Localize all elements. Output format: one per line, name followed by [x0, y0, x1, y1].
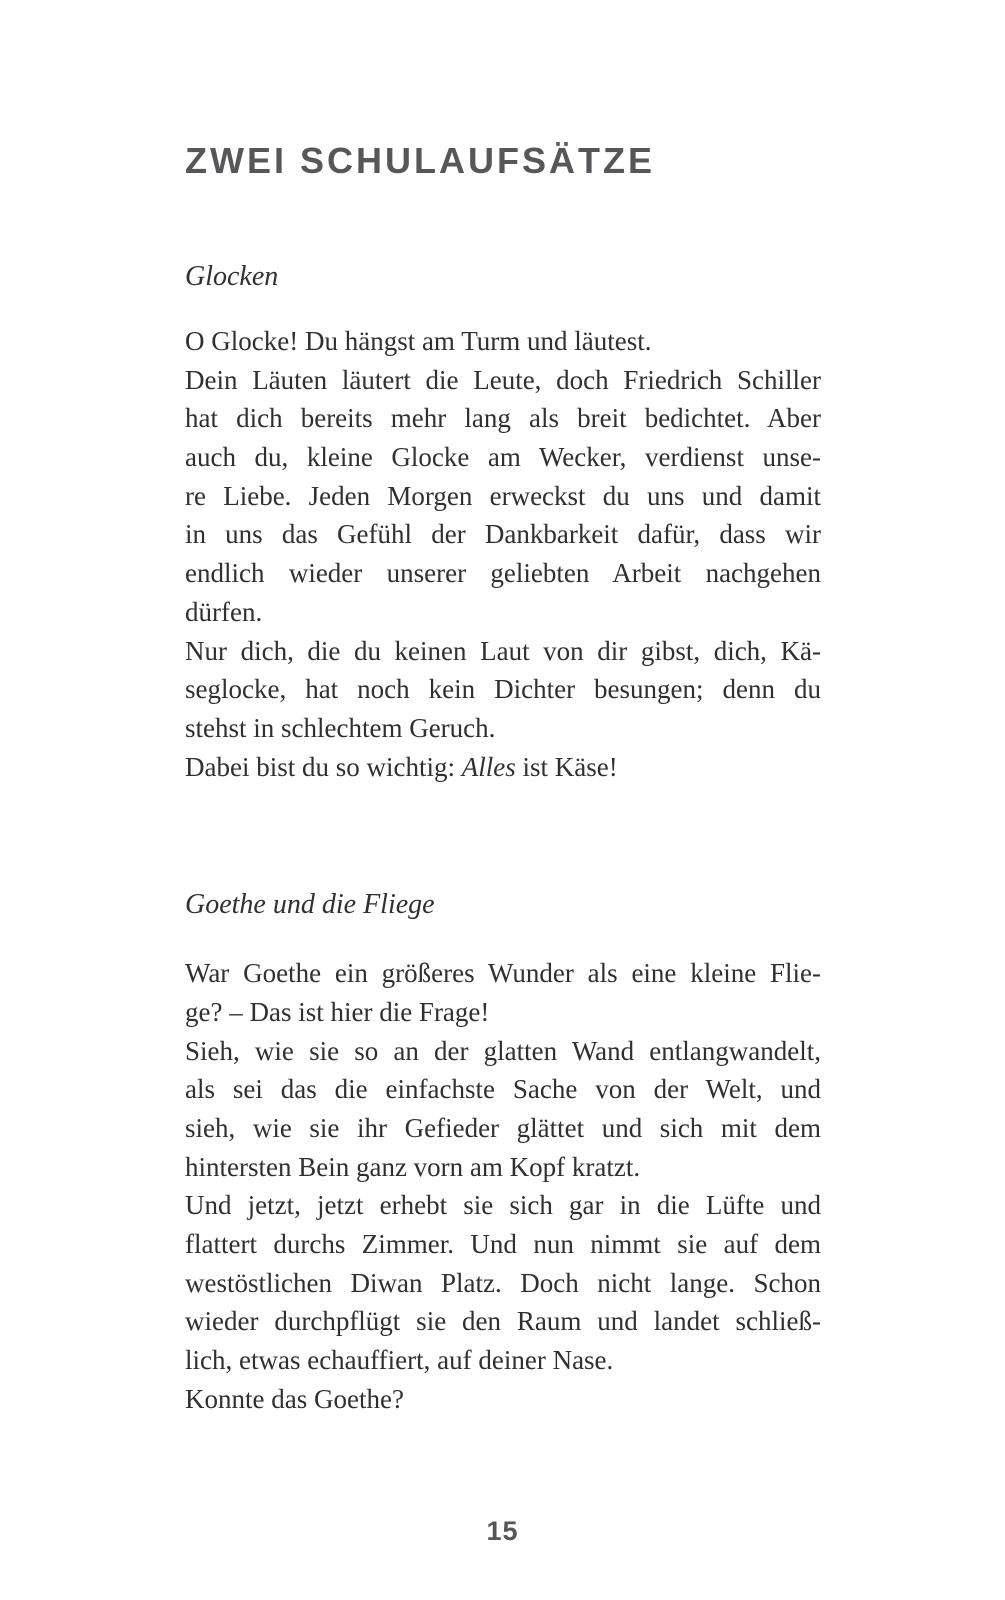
page-number: 15 — [486, 1516, 519, 1546]
essay-section — [185, 887, 821, 1418]
text-line: Dein Läuten läutert die Leute, doch Friedrich Schiller — [185, 364, 821, 395]
text-line: Und jetzt, jetzt erhebt sie sich gar in die Lüfte und — [185, 1190, 821, 1221]
section-heading: Glocken — [185, 261, 279, 292]
essay-section — [185, 259, 821, 786]
page-title: ZWEI SCHULAUFSÄTZE — [185, 140, 655, 181]
text-line: Nur dich, die du keinen Laut von dir gibst, dich, Kä- — [185, 635, 821, 666]
text-line: sieh, wie sie ihr Gefieder glättet und sich mit dem — [185, 1113, 821, 1143]
text-line: Konnte das Goethe? — [185, 1383, 404, 1414]
text-line: flattert durchs Zimmer. Und nun nimmt sie auf dem — [185, 1229, 821, 1260]
text-line: hintersten Bein ganz vorn am Kopf kratzt. — [185, 1151, 641, 1182]
plain-text: ist Käse! — [515, 751, 618, 782]
text-line: wieder durchpflügt sie den Raum und landet schließ- — [185, 1306, 821, 1337]
text-column — [185, 0, 821, 1419]
text-line: auch du, kleine Glocke am Wecker, verdienst unse- — [185, 442, 821, 473]
text-line: Sieh, wie sie so an der glatten Wand entlangwandelt, — [185, 1035, 821, 1066]
text-line: O Glocke! Du hängst am Turm und läutest. — [185, 326, 652, 356]
text-line: in uns das Gefühl der Dankbarkeit dafür, dass wir — [185, 519, 821, 550]
text-line: stehst in schlechtem Geruch. — [185, 712, 496, 743]
text-line: endlich wieder unserer geliebten Arbeit nachgehen — [185, 558, 821, 589]
text-line: re Liebe. Jeden Morgen erweckst du uns und damit — [185, 480, 821, 511]
essay-sections — [185, 259, 821, 1419]
text-line: ge? – Das ist hier die Frage! — [185, 996, 490, 1027]
section-body — [185, 954, 821, 1418]
text-line — [185, 748, 821, 787]
section-body — [185, 322, 821, 786]
plain-text: Dabei bist du so wichtig: — [185, 751, 462, 782]
text-line: War Goethe ein größeres Wunder als eine kleine Flie- — [185, 958, 821, 989]
text-line: westöstlichen Diwan Platz. Doch nicht lange. Schon — [185, 1267, 821, 1298]
text-line: lich, etwas echauffiert, auf deiner Nase. — [185, 1345, 614, 1376]
text-line: hat dich bereits mehr lang als breit bedichtet. Aber — [185, 403, 821, 434]
text-line: seglocke, hat noch kein Dichter besungen; denn du — [185, 674, 821, 705]
text-line: als sei das die einfachste Sache von der Welt, und — [185, 1074, 821, 1105]
emphasized-text: Alles — [461, 751, 516, 782]
text-line: dürfen. — [185, 596, 263, 627]
section-heading: Goethe und die Fliege — [185, 889, 435, 921]
